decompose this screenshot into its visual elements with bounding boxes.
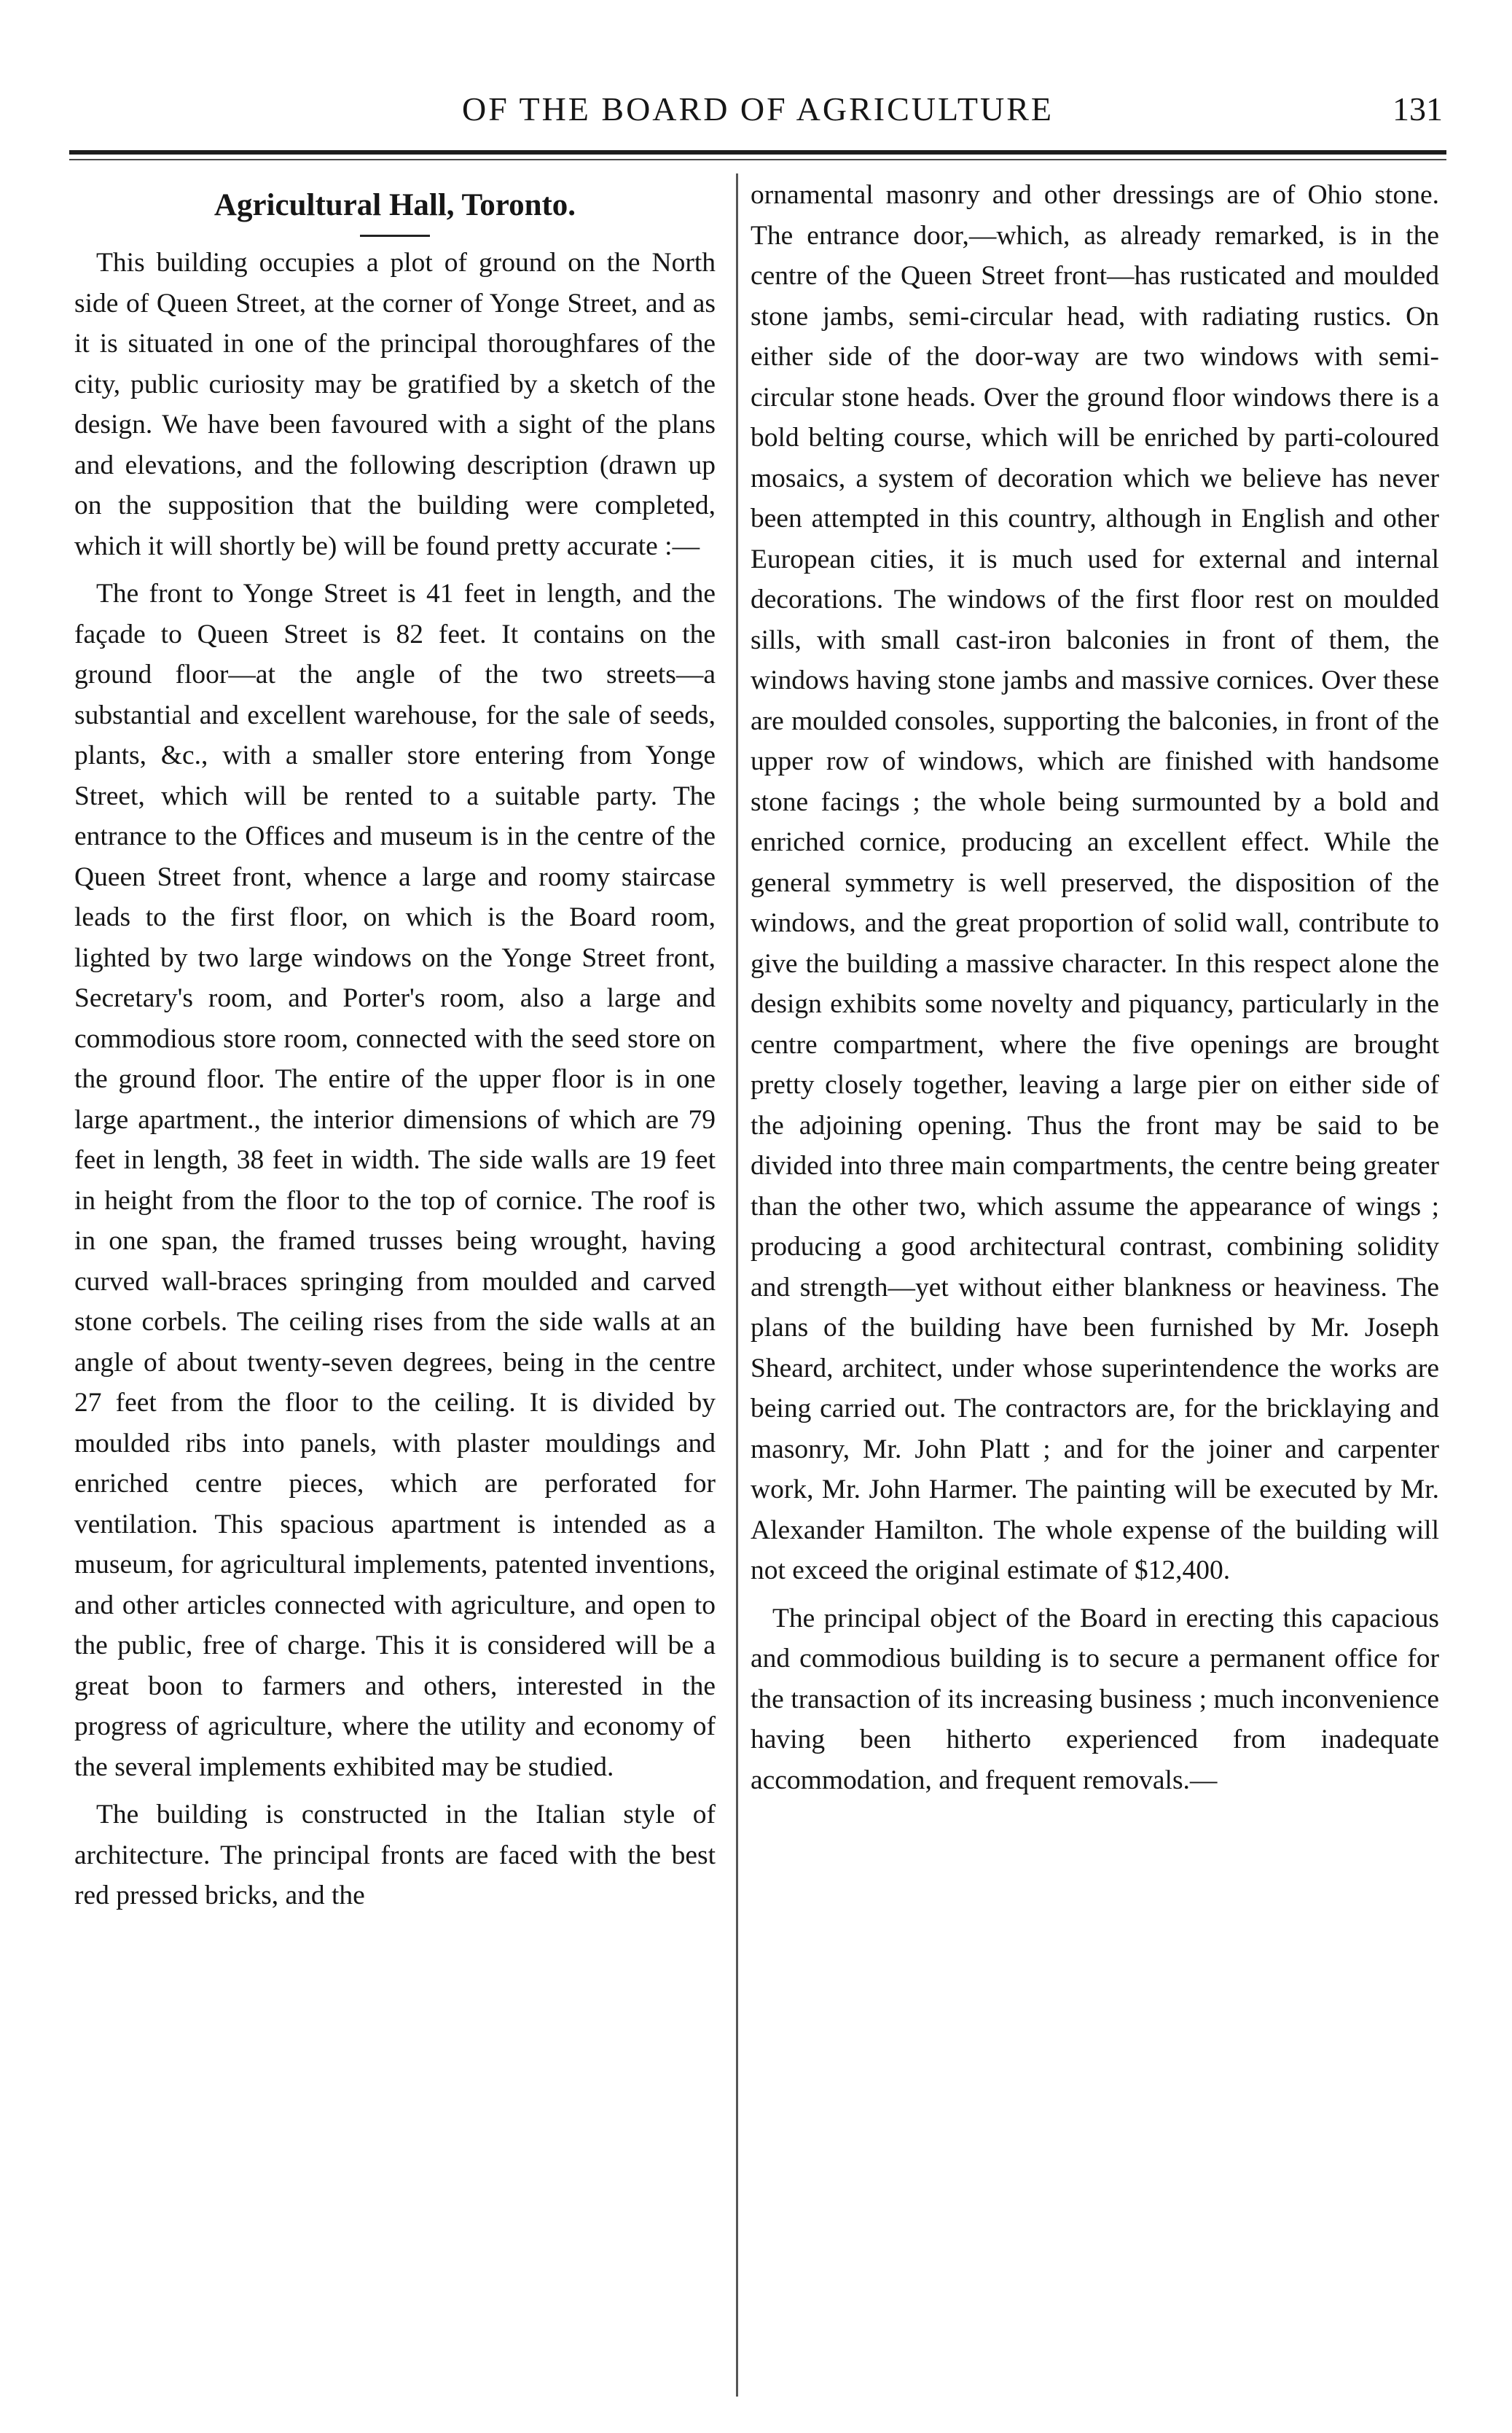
running-title: OF THE BOARD OF AGRICULTURE	[462, 90, 1054, 128]
article-paragraph-2: The front to Yonge Street is 41 feet in length, and the façade to Queen Street is 82 feet. It contains on the ground floor—at the angle of the two streets—a substantial and excellent warehouse, for the sale of seeds, plants, &c., with a smaller store entering from Yonge Street, which will be rented to a suitable party. The entrance to the Offices and museum is in the centre of the Queen Street front, whence a large and roomy staircase leads to the first floor, on which is the Board room, lighted by two large windows on the Yonge Street front, Secretary's room, and Porter's room, also a large and commodious store room, connected with the seed store on the ground floor. The entire of the upper floor is in one large apartment., the interior dimensions of which are 79 feet in length, 38 feet in width. The side walls are 19 feet in height from the floor to the top of cornice. The roof is in one span, the framed trusses being wrought, having curved wall-braces springing from moulded and carved stone corbels. The ceiling rises from the side walls at an angle of about twenty-seven degrees, being in the centre 27 feet from the floor to the ceiling. It is divided by moulded ribs into panels, with plaster mouldings and enriched centre pieces, which are perforated for ventilation. This spacious apartment is intended as a museum, for agricultural implements, patented inventions, and other articles connected with agriculture, and open to the public, free of charge. This it is considered will be a great boon to farmers and others, interested in the progress of agriculture, where the utility and economy of the several implements exhibited may be studied.	[74, 579, 716, 1782]
article-title: Agricultural Hall, Toronto.	[214, 188, 576, 222]
article-paragraph-3: The building is constructed in the Italian style of architecture. The principal fronts are faced with the best red pressed bricks, and the	[74, 1800, 716, 1910]
header-rule	[69, 150, 1446, 155]
title-rule	[360, 235, 430, 237]
header-rule-thin	[69, 159, 1446, 160]
article-paragraph-1: This building occupies a plot of ground on the North side of Queen Street, at the corner of Yonge Street, and as it is situated in one of the principal thoroughfares of the city, public curiosity may be gratified by a sketch of the design. We have been favoured with a sight of the plans and elevations, and the following description (drawn up on the supposition that the building were completed, which it will shortly be) will be found pretty accurate :—	[74, 248, 716, 561]
column-divider	[736, 173, 738, 2397]
left-column	[74, 175, 716, 2413]
article-paragraph-5: The principal object of the Board in erecting this capacious and commodious building is to secure a permanent office for the transaction of its increasing business ; much inconvenience having been hitherto experienced from inadequate accommodation, and frequent removals.—	[751, 1603, 1439, 1795]
running-head	[73, 87, 1443, 138]
article-paragraph-4: ornamental masonry and other dressings are of Ohio stone. The entrance door,—which, as already remarked, is in the centre of the Queen Street front—has rusticated and moulded stone jambs, semi-circular head, with radiating rustics. On either side of the door-way are two windows with semi-circular stone heads. Over the ground floor windows there is a bold belting course, which will be enriched by parti-coloured mosaics, a system of decoration which we believe has never been attempted in this country, although in English and other European cities, it is much used for external and internal decorations. The windows of the first floor rest on moulded sills, with small cast-iron balconies in front of them, the windows having stone jambs and massive cornices. Over these are moulded consoles, supporting the balconies, in front of the upper row of windows, which are finished with handsome stone facings ; the whole being surmounted by a bold and enriched cornice, producing an excellent effect. While the general symmetry is well preserved, the disposition of the windows, and the great proportion of solid wall, contribute to give the building a massive character. In this respect alone the design exhibits some novelty and piquancy, particularly in the centre compartment, where the five openings are brought pretty closely together, leaving a large pier on either side of the adjoining opening. Thus the front may be said to be divided into three main compartments, the centre being greater than the other two, which assume the appearance of wings ; producing a good architectural contrast, combining solidity and strength—yet without either blankness or heaviness. The plans of the building have been furnished by Mr. Joseph Sheard, architect, under whose superintendence the works are being carried out. The contractors are, for the bricklaying and masonry, Mr. John Platt ; and for the joiner and carpenter work, Mr. John Harmer. The painting will be executed by Mr. Alexander Hamilton. The whole expense of the building will not exceed the original estimate of $12,400.	[751, 180, 1439, 1585]
page-number: 131	[1392, 90, 1443, 128]
right-column	[751, 175, 1439, 2413]
